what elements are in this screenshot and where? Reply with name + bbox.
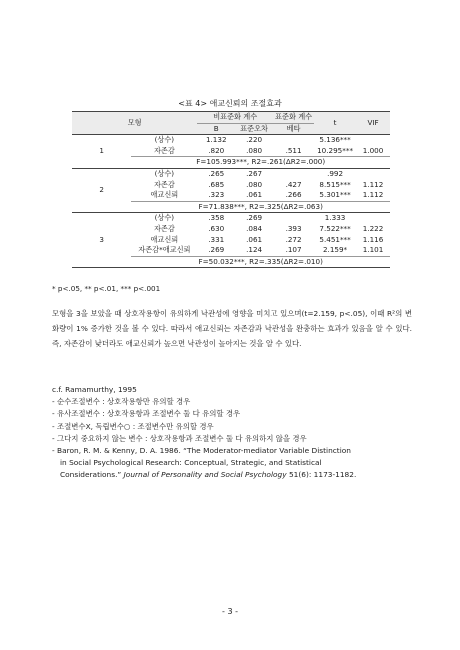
b-cell: .685 (208, 179, 225, 189)
table-row (72, 135, 390, 146)
header-t: t (314, 112, 356, 135)
header-b: B (197, 123, 235, 135)
t-cell: 10.295*** (317, 145, 354, 155)
significance-footnote: * p<.05, ** p<.01, *** p<.001 (52, 284, 161, 293)
references-block (52, 384, 412, 482)
se-cell: .269 (246, 213, 263, 223)
var-cell: (상수) (131, 135, 197, 146)
var-cell: (상수) (154, 213, 175, 223)
reference-item: - 순수조절변수 : 상호작용항만 유의할 경우 (52, 397, 191, 407)
reference-item-cont: in Social Psychological Research: Conceptual, Strategic, and Statistical (60, 458, 322, 468)
se-cell: .061 (246, 234, 263, 244)
se-cell: .124 (246, 245, 263, 255)
vif-cell: 1.222 (362, 223, 384, 233)
beta-cell (273, 213, 314, 224)
reference-item: - 그다지 중요하지 않는 변수 : 상호작용항과 조절변수 둘 다 유의하지 않을 경우 (52, 433, 307, 443)
se-cell: .220 (235, 135, 273, 146)
header-unstandardized: 비표준화 계수 (197, 112, 273, 124)
var-cell: 애교신뢰 (150, 234, 179, 244)
table-row (72, 213, 390, 224)
t-cell: .992 (327, 168, 344, 178)
model-fit: F=71.838***, R2=.325(ΔR2=.063) (131, 201, 390, 213)
se-cell: .061 (246, 190, 263, 200)
header-beta: 베타 (273, 123, 314, 135)
b-cell: .820 (208, 145, 225, 155)
se-cell: .080 (246, 179, 263, 189)
table-caption: <표 4> 애교신뢰의 조절효과 (178, 99, 282, 108)
beta-cell: .272 (285, 234, 302, 244)
var-cell: 애교신뢰 (150, 190, 179, 200)
header-standardized: 표준화 계수 (273, 112, 314, 124)
t-cell: 5.301*** (319, 190, 351, 200)
var-cell: (상수) (154, 168, 175, 178)
beta-cell (273, 135, 314, 146)
citation-title-end: Considerations.” (60, 470, 122, 480)
t-cell: 5.451*** (319, 234, 351, 244)
vif-cell: 1.112 (362, 190, 384, 200)
model-fit: F=50.032***, R2=.335(ΔR2=.010) (131, 256, 390, 268)
page-number: - 3 - (222, 607, 238, 616)
table-row (72, 168, 390, 179)
vif-cell: 1.000 (362, 145, 384, 155)
reference-item: - 유사조절변수 : 상호작용항과 조절변수 둘 다 유의할 경우 (52, 409, 241, 419)
beta-cell: .107 (285, 245, 302, 255)
header-model: 모형 (72, 112, 197, 135)
b-cell: .358 (208, 213, 225, 223)
beta-cell: .393 (285, 223, 302, 233)
model-fit: F=105.993***, R2=.261(ΔR2=.000) (131, 157, 390, 169)
var-cell: 자존감*애교신뢰 (138, 245, 191, 255)
model-label: 3 (72, 213, 131, 268)
beta-cell (273, 168, 314, 179)
se-cell: .267 (246, 168, 263, 178)
vif-cell (356, 168, 390, 179)
header-se: 표준오차 (235, 123, 273, 135)
model-label: 1 (72, 135, 131, 169)
regression-table (72, 111, 390, 268)
var-cell: 자존감 (153, 145, 175, 155)
se-cell: .084 (246, 223, 263, 233)
vif-cell: 1.116 (362, 234, 384, 244)
citation-volume: 51(6): 1173-1182. (288, 470, 357, 480)
t-cell: 5.136*** (314, 135, 356, 146)
beta-cell: .266 (285, 190, 302, 200)
reference-cf: c.f. Ramamurthy, 1995 (52, 385, 137, 394)
beta-cell: .511 (285, 145, 302, 155)
b-cell: .630 (208, 223, 225, 233)
se-cell: .080 (246, 145, 263, 155)
vif-cell (356, 135, 390, 146)
header-vif: VIF (356, 112, 390, 135)
b-cell: .323 (208, 190, 225, 200)
b-cell: .265 (208, 168, 225, 178)
var-cell: 자존감 (153, 223, 175, 233)
reference-item: - Baron, R. M. & Kenny, D. A. 1986. “The Moderator-mediator Variable Distinction (52, 446, 351, 456)
model-label: 2 (72, 168, 131, 212)
vif-cell: 1.101 (362, 245, 384, 255)
b-cell: 1.132 (197, 135, 235, 146)
t-cell: 8.515*** (319, 179, 351, 189)
t-cell: 1.333 (324, 213, 346, 223)
reference-item-cont (52, 469, 412, 481)
t-cell: 7.522*** (319, 223, 351, 233)
vif-cell: 1.112 (362, 179, 384, 189)
body-paragraph: 모형을 3을 보았을 때 상호작용항이 유의하게 낙관성에 영향을 미치고 있으며(t=2.159, p<.05), 이때 R²의 변화량이 1% 증가한 것을 볼 수 있다. 따라서 애교신뢰는 자존감과 낙관성을 완충하는 효과가 있음을 알 수 있다. 즉, 자존감이 낮더라도 애교신뢰가 높으면 낙관성이 높아지는 것을 알 수 있다. (52, 309, 412, 348)
var-cell: 자존감 (153, 179, 175, 189)
t-cell: 2.159* (322, 245, 348, 255)
b-cell: .269 (208, 245, 225, 255)
reference-item: - 조절변수X, 독립변수○ : 조절변수만 유의할 경우 (52, 421, 214, 431)
journal-name: Journal of Personality and Social Psychology (123, 470, 287, 480)
b-cell: .331 (208, 234, 225, 244)
vif-cell (356, 213, 390, 224)
beta-cell: .427 (285, 179, 302, 189)
